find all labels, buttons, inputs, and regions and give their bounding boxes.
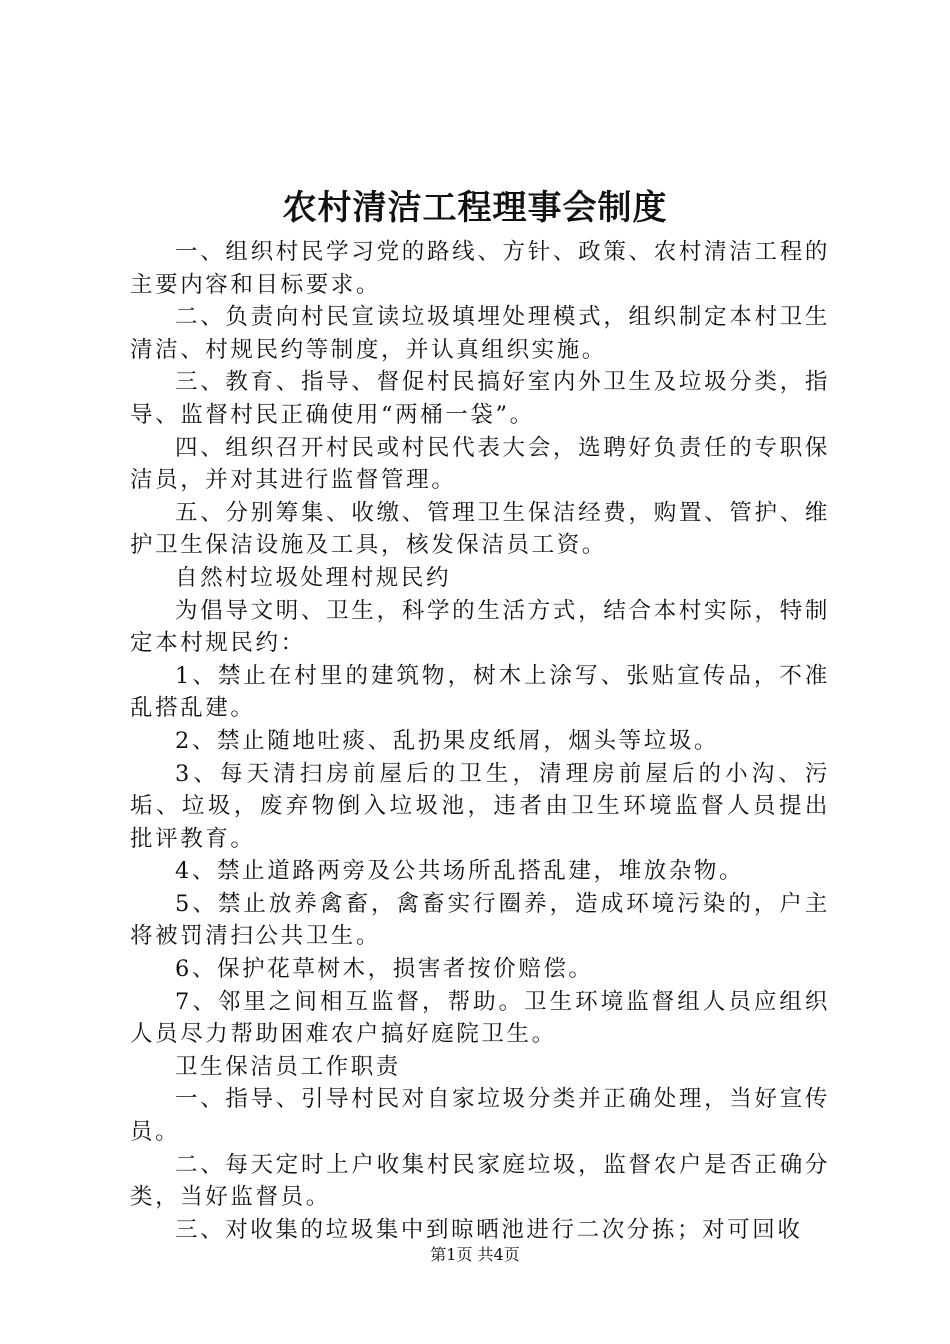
document-body	[130, 236, 830, 1246]
paragraph: 一、指导、引导村民对自家垃圾分类并正确处理，当好宣传员。	[130, 1086, 830, 1146]
list-item: 2、禁止随地吐痰、乱扔果皮纸屑，烟头等垃圾。	[175, 727, 720, 754]
page-number-footer: 第1页 共4页	[430, 1245, 520, 1264]
paragraph: 二、负责向村民宣读垃圾填埋处理模式，组织制定本村卫生清洁、村规民约等制度，并认真组织实施。	[130, 304, 830, 363]
paragraph: 五、分别筹集、收缴、管理卫生保洁经费，购置、管护、维护卫生保洁设施及工具，核发保洁员工资。	[130, 499, 830, 559]
paragraph: 四、组织召开村民或村民代表大会，选聘好负责任的专职保洁员，并对其进行监督管理。	[130, 434, 830, 494]
paragraph: 二、每天定时上户收集村民家庭垃圾，监督农户是否正确分类，当好监督员。	[130, 1151, 830, 1211]
page-title: 农村清洁工程理事会制度	[282, 188, 668, 228]
list-item: 1、禁止在村里的建筑物，树木上涂写、张贴宣传品，不准乱搭乱建。	[130, 662, 830, 722]
section-heading: 卫生保洁员工作职责	[175, 1053, 401, 1080]
list-item: 7、邻里之间相互监督，帮助。卫生环境监督组人员应组织人员尽力帮助困难农户搞好庭院卫生。	[130, 988, 830, 1048]
list-item: 5、禁止放养禽畜，禽畜实行圈养，造成环境污染的，户主将被罚清扫公共卫生。	[130, 890, 830, 950]
section-heading: 自然村垃圾处理村规民约	[175, 564, 452, 591]
paragraph: 三、教育、指导、督促村民搞好室内外卫生及垃圾分类，指导、监督村民正确使用“两桶一袋”。	[130, 369, 830, 428]
list-item: 6、保护花草树木，损害者按价赔偿。	[175, 956, 594, 983]
list-item: 4、禁止道路两旁及公共场所乱搭乱建，堆放杂物。	[175, 858, 745, 885]
paragraph: 为倡导文明、卫生，科学的生活方式，结合本村实际，特制定本村规民约：	[130, 597, 830, 657]
paragraph: 一、组织村民学习党的路线、方针、政策、农村清洁工程的主要内容和目标要求。	[130, 239, 830, 298]
list-item: 3、每天清扫房前屋后的卫生，清理房前屋后的小沟、污垢、垃圾，废弃物倒入垃圾池，违者由卫生环境监督人员提出批评教育。	[130, 760, 830, 852]
paragraph: 三、对收集的垃圾集中到晾晒池进行二次分拣；对可回收	[175, 1216, 803, 1243]
